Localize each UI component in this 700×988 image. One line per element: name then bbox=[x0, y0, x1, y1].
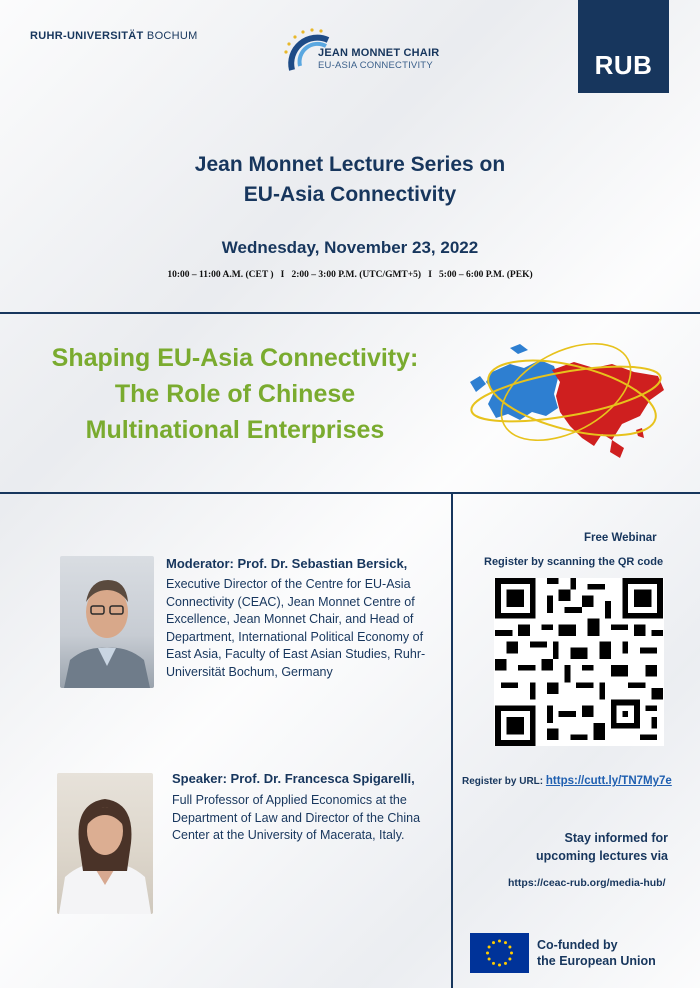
divider-middle bbox=[0, 492, 700, 494]
eurasia-map bbox=[462, 342, 672, 464]
speaker-photo bbox=[57, 773, 153, 914]
free-webinar-label: Free Webinar bbox=[584, 532, 657, 544]
divider-vertical bbox=[451, 492, 453, 988]
media-hub-link[interactable]: https://ceac-rub.org/media-hub/ bbox=[508, 877, 666, 889]
register-url-link[interactable]: https://cutt.ly/TN7My7e bbox=[545, 775, 672, 787]
moderator-bio: Executive Director of the Centre for EU-Asia Connectivity (CEAC), Jean Monnet Centre of Excellence, Jean Monnet Chair, and Head of Department, International Political Economy of East Asia, Faculty of East Asian Studies, Ruhr-Universität Bochum, Germany bbox=[166, 577, 426, 679]
co-funded-text: Co-funded by the European Union bbox=[537, 938, 656, 968]
moderator-photo bbox=[60, 556, 154, 688]
stay-informed-text: Stay informed for upcoming lectures via bbox=[536, 831, 668, 863]
event-date: Wednesday, November 23, 2022 bbox=[221, 238, 479, 257]
divider-top bbox=[0, 312, 700, 314]
eu-flag-icon bbox=[470, 933, 529, 973]
chair-subtitle: EU-ASIA CONNECTIVITY bbox=[318, 60, 433, 71]
event-times: 10:00 – 11:00 A.M. (CET ) I 2:00 – 3:00 P.M. (UTC/GMT+5) I 5:00 – 6:00 P.M. (PEK) bbox=[167, 270, 533, 280]
chair-title: JEAN MONNET CHAIR bbox=[318, 47, 440, 59]
speaker-bio: Full Professor of Applied Economics at the Department of Law and Director of the China Center at the University of Macerata, Italy. bbox=[172, 793, 421, 842]
speaker-name: Speaker: Prof. Dr. Francesca Spigarelli, bbox=[172, 771, 415, 786]
register-url-line: Register by URL: https://cutt.ly/TN7My7e bbox=[462, 775, 672, 787]
university-name: RUHR-UNIVERSITÄT BOCHUM bbox=[30, 30, 198, 42]
moderator-name: Moderator: Prof. Dr. Sebastian Bersick, bbox=[166, 556, 408, 571]
scan-qr-label: Register by scanning the QR code bbox=[484, 556, 664, 568]
qr-code[interactable] bbox=[494, 578, 664, 746]
rub-logo: RUB bbox=[578, 0, 669, 93]
lecture-title: Shaping EU-Asia Connectivity: The Role of Chinese Multinational Enterprises bbox=[51, 344, 419, 444]
lecture-series-heading: Jean Monnet Lecture Series on EU-Asia Connectivity bbox=[194, 153, 506, 206]
